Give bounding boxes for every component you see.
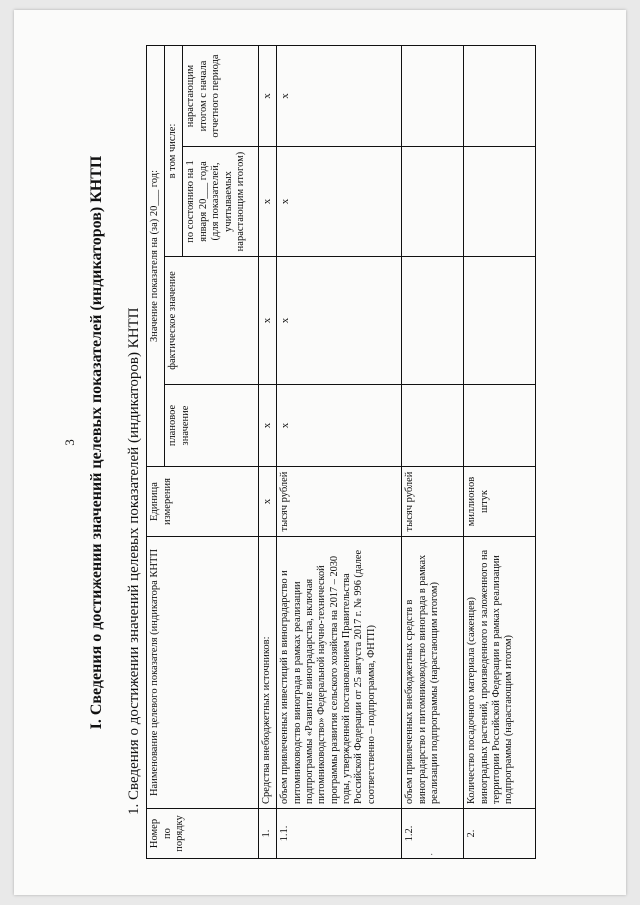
row-name: объем привлеченных инвестиций в виноградарство и питомниководство винограда в рамках реализации подпрограммы «Развитие виноградарства, включая питомниководство» Федеральной научно-технической программы развития сельского хозяйства на 2017 – 2030 годы, утвержденной постановлением Правительства Российской Федерации от 25 августа 2017 г. № 996 (далее соответственно – подпрограмма, ФНТП) [277, 537, 402, 809]
row-as-of-jan [402, 147, 464, 257]
row-cumulative [464, 46, 536, 147]
row-as-of-jan [464, 147, 536, 257]
header-as-of-jan: по состоянию на 1 января 20___ года (для показателей, учитываемых нарастающим итогом) [183, 147, 259, 257]
table-row [259, 46, 277, 859]
row-fact: х [277, 257, 402, 385]
table-subtitle: 1. Сведения о достижении значений целевых показателей (индикаторов) КНТП [126, 307, 142, 815]
row-num: 1.1. [277, 809, 402, 859]
row-cumulative: х [277, 46, 402, 147]
row-fact: х [259, 257, 277, 385]
row-unit: тысяч рублей [277, 467, 402, 537]
row-cumulative: х [259, 46, 277, 147]
row-num: 1.2. [402, 809, 464, 859]
row-plan [402, 385, 464, 467]
row-fact [402, 257, 464, 385]
header-num: Номер по порядку [147, 809, 259, 859]
scan-speck: · [430, 850, 434, 861]
row-fact [464, 257, 536, 385]
table-row [402, 46, 464, 859]
row-plan: х [277, 385, 402, 467]
row-unit: х [259, 467, 277, 537]
header-cumulative: нарастающим итогом с начала отчетного периода [183, 46, 259, 147]
header-unit: Единица измерения [147, 467, 259, 537]
row-name: Средства внебюджетных источников: [259, 537, 277, 809]
section-title: I. Сведения о достижении значений целевых показателей (индикаторов) КНТП [88, 155, 105, 730]
row-unit: тысяч рублей [402, 467, 464, 537]
page-number: 3 [62, 439, 77, 446]
row-name: объем привлеченных внебюджетных средств в виноградарство и питомниководство винограда в рамках реализации подпрограммы (нарастающим итогом) [402, 537, 464, 809]
row-name: Количество посадочного материала (саженцев) виноградных растений, произведенного и заложенного на территории Российской Федерации в рамках реализации подпрограммы (нарастающим итогом) [464, 537, 536, 809]
header-fact: фактическое значение [165, 257, 259, 385]
row-as-of-jan: х [259, 147, 277, 257]
row-num: 2. [464, 809, 536, 859]
row-cumulative [402, 46, 464, 147]
header-values-group: Значение показателя на (за) 20___ год: [147, 46, 165, 467]
header-inclusive: в том числе: [165, 46, 183, 257]
row-plan [464, 385, 536, 467]
rotated-content [14, 10, 626, 875]
header-plan: плановое значение [165, 385, 259, 467]
row-as-of-jan: х [277, 147, 402, 257]
indicators-table [146, 45, 536, 859]
row-plan: х [259, 385, 277, 467]
document-page [14, 10, 626, 895]
row-unit: миллионов штук [464, 467, 536, 537]
table-row [464, 46, 536, 859]
row-num: 1. [259, 809, 277, 859]
table-row [277, 46, 402, 859]
header-name: Наименование целевого показателя (индикатора КНТП [147, 537, 259, 809]
